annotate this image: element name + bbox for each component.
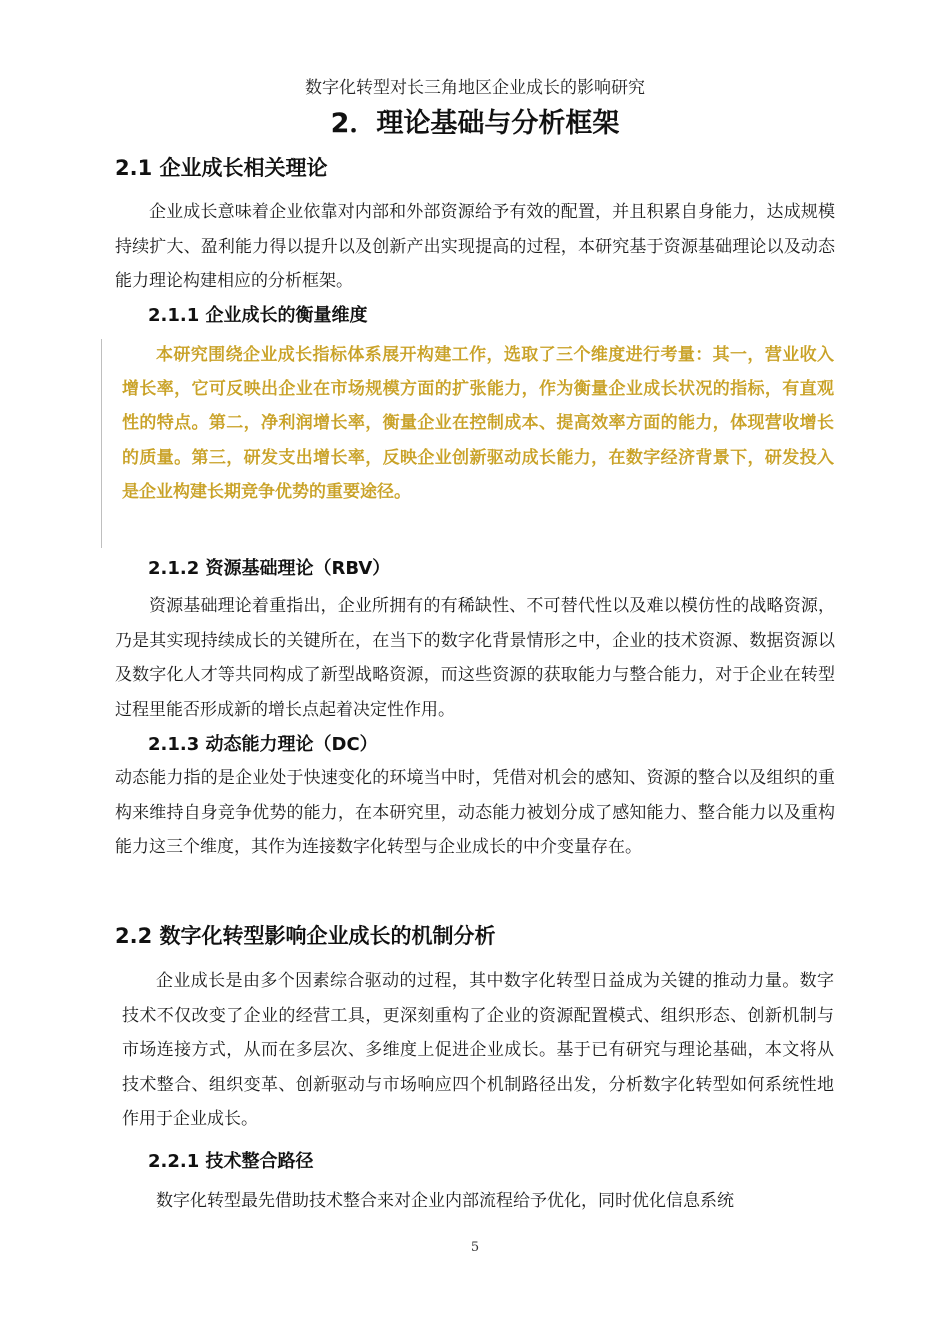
subsection-heading-2-1-2: 2.1.2 资源基础理论（RBV） xyxy=(148,558,391,579)
subsection-heading-2-1-1: 2.1.1 企业成长的衡量维度 xyxy=(148,305,368,326)
section-heading-2-2: 2.2 数字化转型影响企业成长的机制分析 xyxy=(115,924,496,948)
chapter-title: 2．理论基础与分析框架 xyxy=(330,108,620,139)
subsection-paragraph-2-1-2: 资源基础理论着重指出，企业所拥有的有稀缺性、不可替代性以及难以模仿性的战略资源，乃是其实现持续成长的关键所在，在当下的数字化背景情形之中，企业的技术资源、数据资源以及数字化人才等共同构成了新型战略资源，而这些资源的获取能力与整合能力，对于企业在转型过程里能否形成新的增长点起着决定性作用。 xyxy=(115,596,835,720)
subsection-heading-2-2-1: 2.2.1 技术整合路径 xyxy=(148,1151,314,1172)
section-paragraph-2-1: 企业成长意味着企业依靠对内部和外部资源给予有效的配置，并且积累自身能力，达成规模持续扩大、盈利能力得以提升以及创新产出实现提高的过程，本研究基于资源基础理论以及动态能力理论构建相应的分析框架。 xyxy=(115,202,835,292)
revision-change-bar xyxy=(101,339,102,548)
section-paragraph-2-2: 企业成长是由多个因素综合驱动的过程，其中数字化转型日益成为关键的推动力量。数字技术不仅改变了企业的经营工具，更深刻重构了企业的资源配置模式、组织形态、创新机制与市场连接方式，从而在多层次、多维度上促进企业成长。基于已有研究与理论基础，本文将从技术整合、组织变革、创新驱动与市场响应四个机制路径出发，分析数字化转型如何系统性地作用于企业成长。 xyxy=(122,971,834,1130)
highlighted-paragraph-2-1-1: 本研究围绕企业成长指标体系展开构建工作，选取了三个维度进行考量：其一，营业收入增长率，它可反映出企业在市场规模方面的扩张能力，作为衡量企业成长状况的指标，有直观性的特点。第二，净利润增长率，衡量企业在控制成本、提高效率方面的能力，体现营收增长的质量。第三，研发支出增长率，反映企业创新驱动成长能力，在数字经济背景下，研发投入是企业构建长期竞争优势的重要途径。 xyxy=(122,345,834,502)
subsection-paragraph-2-1-3: 动态能力指的是企业处于快速变化的环境当中时，凭借对机会的感知、资源的整合以及组织的重构来维持自身竞争优势的能力，在本研究里，动态能力被划分成了感知能力、整合能力以及重构能力这三个维度，其作为连接数字化转型与企业成长的中介变量存在。 xyxy=(115,768,835,858)
subsection-heading-2-1-3: 2.1.3 动态能力理论（DC） xyxy=(148,734,378,755)
subsection-paragraph-2-2-1: 数字化转型最先借助技术整合来对企业内部流程给予优化，同时优化信息系统 xyxy=(156,1191,734,1211)
page-number: 5 xyxy=(470,1240,480,1255)
running-header: 数字化转型对长三角地区企业成长的影响研究 xyxy=(305,78,645,98)
section-heading-2-1: 2.1 企业成长相关理论 xyxy=(115,156,328,180)
